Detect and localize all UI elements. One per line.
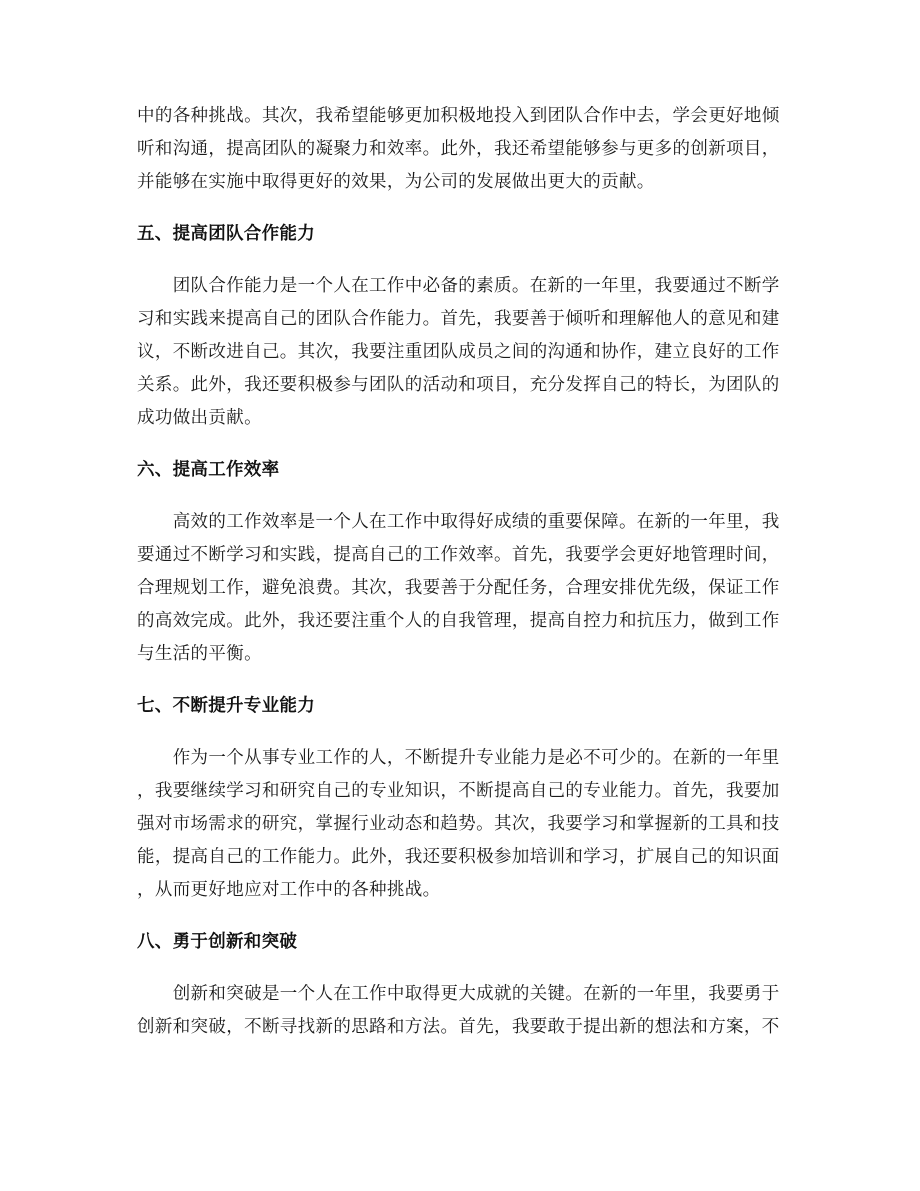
paragraph-line: 要通过不断学习和实践，提高自己的工作效率。首先，我要学会更好地管理时间， [137,545,780,565]
paragraph-line: 创新和突破是一个人在工作中取得更大成就的关键。在新的一年里，我要勇于 [137,984,780,1004]
spacer [137,251,787,270]
paragraph-line: 能，提高自己的工作能力。此外，我还要积极参加培训和学习，扩展自己的知识面 [137,847,780,867]
paragraph-line: 与生活的平衡。 [137,644,262,664]
paragraph-line: 中的各种挑战。其次，我希望能够更加积极地投入到团队合作中去，学会更好地倾 [137,106,780,126]
spacer [137,671,787,690]
paragraph-line: ，我要继续学习和研究自己的专业知识，不断提高自己的专业能力。首先，我要加 [137,781,780,801]
document-body [137,100,787,1044]
paragraph [137,100,787,199]
spacer [137,435,787,454]
section-heading: 六、提高工作效率 [137,460,280,480]
paragraph-line: 并能够在实施中取得更好的效果，为公司的发展做出更大的贡献。 [137,172,655,192]
paragraph-line: 关系。此外，我还要积极参与团队的活动和项目，充分发挥自己的特长，为团队的 [137,375,780,395]
paragraph-line: 听和沟通，提高团队的凝聚力和效率。此外，我还希望能够参与更多的创新项目， [137,139,780,159]
paragraph-line: 的高效完成。此外，我还要注重个人的自我管理，提高自控力和抗压力，做到工作 [137,611,780,631]
paragraph-line: 议，不断改进自己。其次，我要注重团队成员之间的沟通和协作，建立良好的工作 [137,342,780,362]
paragraph [137,978,787,1044]
paragraph-line: 高效的工作效率是一个人在工作中取得好成绩的重要保障。在新的一年里，我 [137,512,780,532]
section-heading: 八、勇于创新和突破 [137,932,298,952]
paragraph-line: 习和实践来提高自己的团队合作能力。首先，我要善于倾听和理解他人的意见和建 [137,309,780,329]
spacer [137,199,787,218]
paragraph-line: 合理规划工作，避免浪费。其次，我要善于分配任务，合理安排优先级，保证工作 [137,578,780,598]
paragraph [137,506,787,671]
spacer [137,723,787,742]
paragraph-line: 团队合作能力是一个人在工作中必备的素质。在新的一年里，我要通过不断学 [137,276,780,296]
paragraph-line: 成功做出贡献。 [137,408,262,428]
paragraph [137,742,787,907]
section-heading: 五、提高团队合作能力 [137,224,315,244]
paragraph-line: 作为一个从事专业工作的人，不断提升专业能力是必不可少的。在新的一年里 [137,748,780,768]
paragraph-line: 创新和突破，不断寻找新的思路和方法。首先，我要敢于提出新的想法和方案，不 [137,1017,780,1037]
spacer [137,907,787,926]
paragraph [137,270,787,435]
spacer [137,487,787,506]
paragraph-line: ，从而更好地应对工作中的各种挑战。 [137,880,441,900]
paragraph-line: 强对市场需求的研究，掌握行业动态和趋势。其次，我要学习和掌握新的工具和技 [137,814,780,834]
section-heading: 七、不断提升专业能力 [137,696,315,716]
spacer [137,959,787,978]
